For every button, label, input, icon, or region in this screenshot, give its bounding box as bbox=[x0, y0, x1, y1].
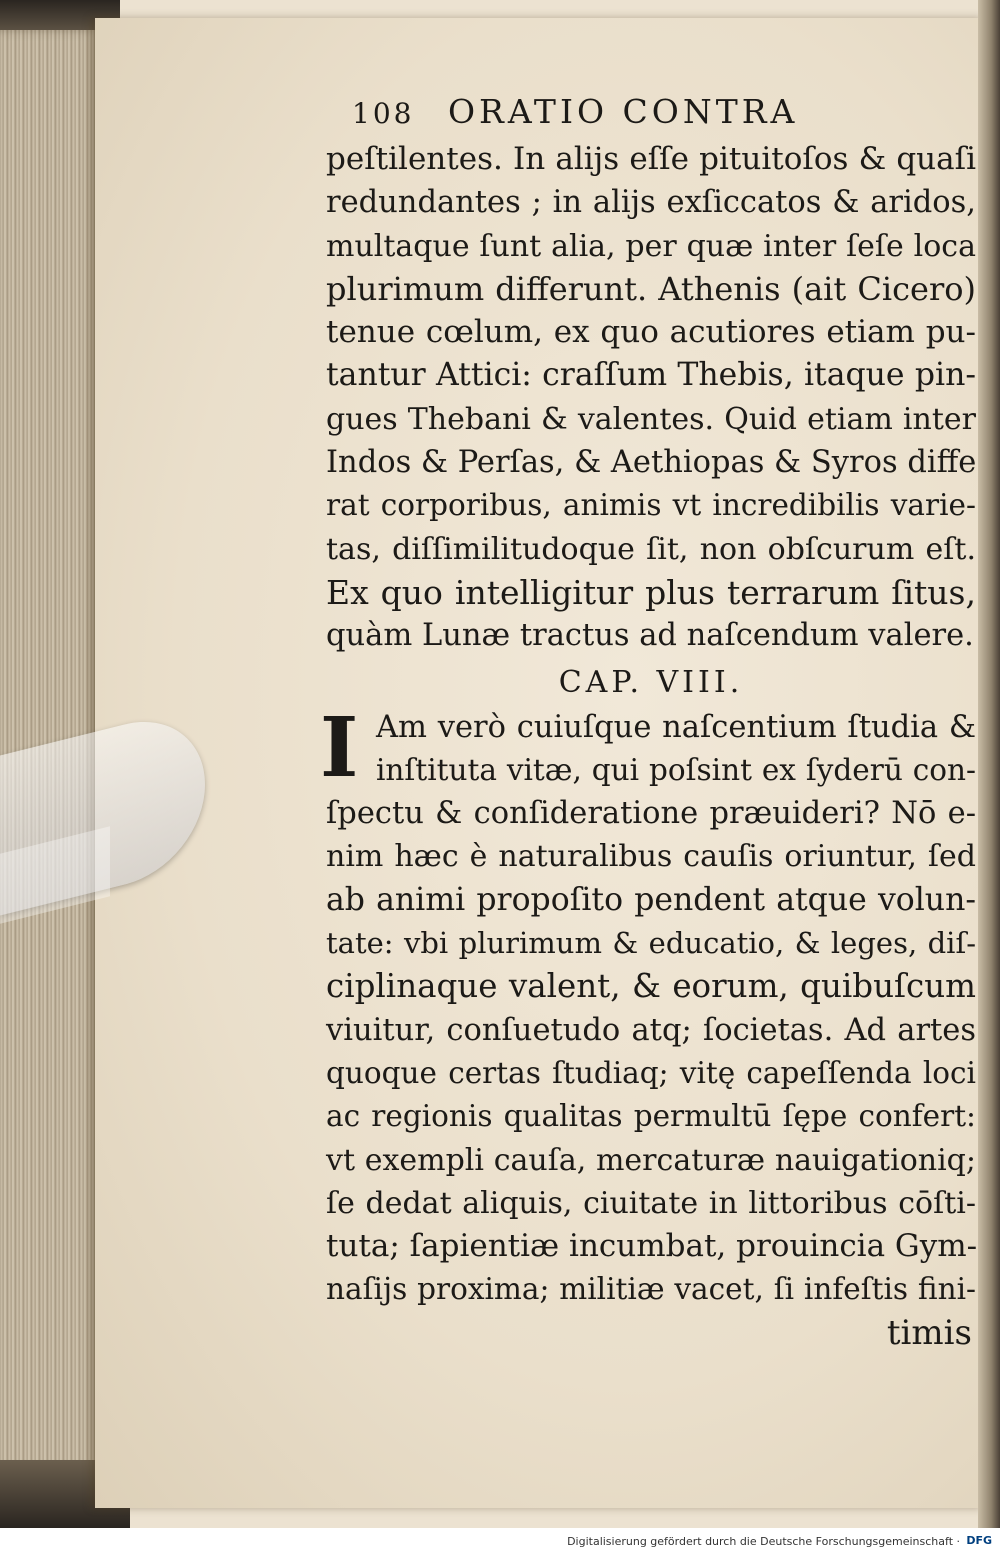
text-line: quoque certas ſtudiaq; vitę capeſſenda loci bbox=[326, 1055, 976, 1090]
chapter-heading: CAP. VIII. bbox=[558, 664, 744, 700]
text-line: ſpectu & conſideratione præuideri? Nō e- bbox=[326, 796, 976, 832]
running-head bbox=[326, 92, 976, 138]
text-line: tantur Attici: craſſum Thebis, itaque pin- bbox=[326, 357, 976, 394]
text-line: inſtituta vitæ, qui poſsint ex ſyderū con- bbox=[376, 752, 976, 787]
page-text bbox=[320, 92, 978, 1355]
text-line: plurimum differunt. Athenis (ait Cicero) bbox=[326, 269, 976, 308]
drop-initial: I bbox=[320, 699, 359, 796]
text-line: vt exempli cauſa, mercaturæ nauigationiq; bbox=[326, 1142, 976, 1178]
running-title: ORATIO CONTRA bbox=[448, 92, 799, 131]
text-line: ac regionis qualitas permultū ſępe confert: bbox=[326, 1099, 976, 1134]
text-line: Ex quo intelligitur plus terrarum ſitus, bbox=[326, 572, 976, 612]
funding-credit: Digitalisierung gefördert durch die Deutsche Forschungsgemeinschaft · bbox=[567, 1535, 960, 1548]
text-line: peſtilentes. In alijs eſſe pituitoſos & quaſi bbox=[326, 141, 976, 177]
text-line: ab animi propoſito pendent atque volun- bbox=[326, 881, 976, 918]
text-line: tuta; ſapientiæ incumbat, prouincia Gym- bbox=[326, 1228, 978, 1265]
dfg-logo: DFG bbox=[966, 1534, 992, 1547]
catchword: timis bbox=[886, 1312, 972, 1353]
text-line: naſijs proxima; militiæ vacet, ſi infeſtis fini- bbox=[326, 1272, 976, 1307]
text-line: gues Thebani & valentes. Quid etiam inter bbox=[326, 401, 976, 437]
footer-bar bbox=[0, 1528, 1000, 1557]
book-gutter bbox=[978, 0, 1000, 1528]
text-line: Am verò cuiuſque naſcentium ſtudia & bbox=[376, 709, 976, 745]
text-line: Indos & Perſas, & Aethiopas & Syros diffe bbox=[326, 445, 977, 481]
text-line: multaque ſunt alia, per quæ inter ſeſe loca bbox=[326, 228, 976, 264]
text-line: nim hæc è naturalibus cauſis oriuntur, ſed bbox=[326, 839, 976, 875]
paragraph-2 bbox=[320, 699, 978, 1312]
text-line: viuitur, conſuetudo atq; ſocietas. Ad artes bbox=[326, 1012, 976, 1048]
text-line: redundantes ; in alijs exſiccatos & aridos, bbox=[326, 185, 976, 221]
text-line: rat corporibus, animis vt incredibilis varie- bbox=[326, 488, 976, 523]
text-line: quàm Lunæ tractus ad naſcendum valere. bbox=[326, 618, 974, 654]
text-line: ciplinaque valent, & eorum, quibuſcum bbox=[326, 967, 976, 1006]
paragraph-1 bbox=[326, 138, 976, 658]
text-line: tenue cœlum, ex quo acutiores etiam pu- bbox=[326, 314, 976, 351]
text-line: tate: vbi plurimum & educatio, & leges, diſ- bbox=[326, 926, 976, 961]
text-line: ſe dedat aliquis, ciuitate in littoribus cōſti- bbox=[326, 1185, 976, 1221]
text-line: tas, diſſimilitudoque ſit, non obſcurum eſt. bbox=[326, 531, 976, 567]
page-number: 108 bbox=[352, 97, 415, 130]
